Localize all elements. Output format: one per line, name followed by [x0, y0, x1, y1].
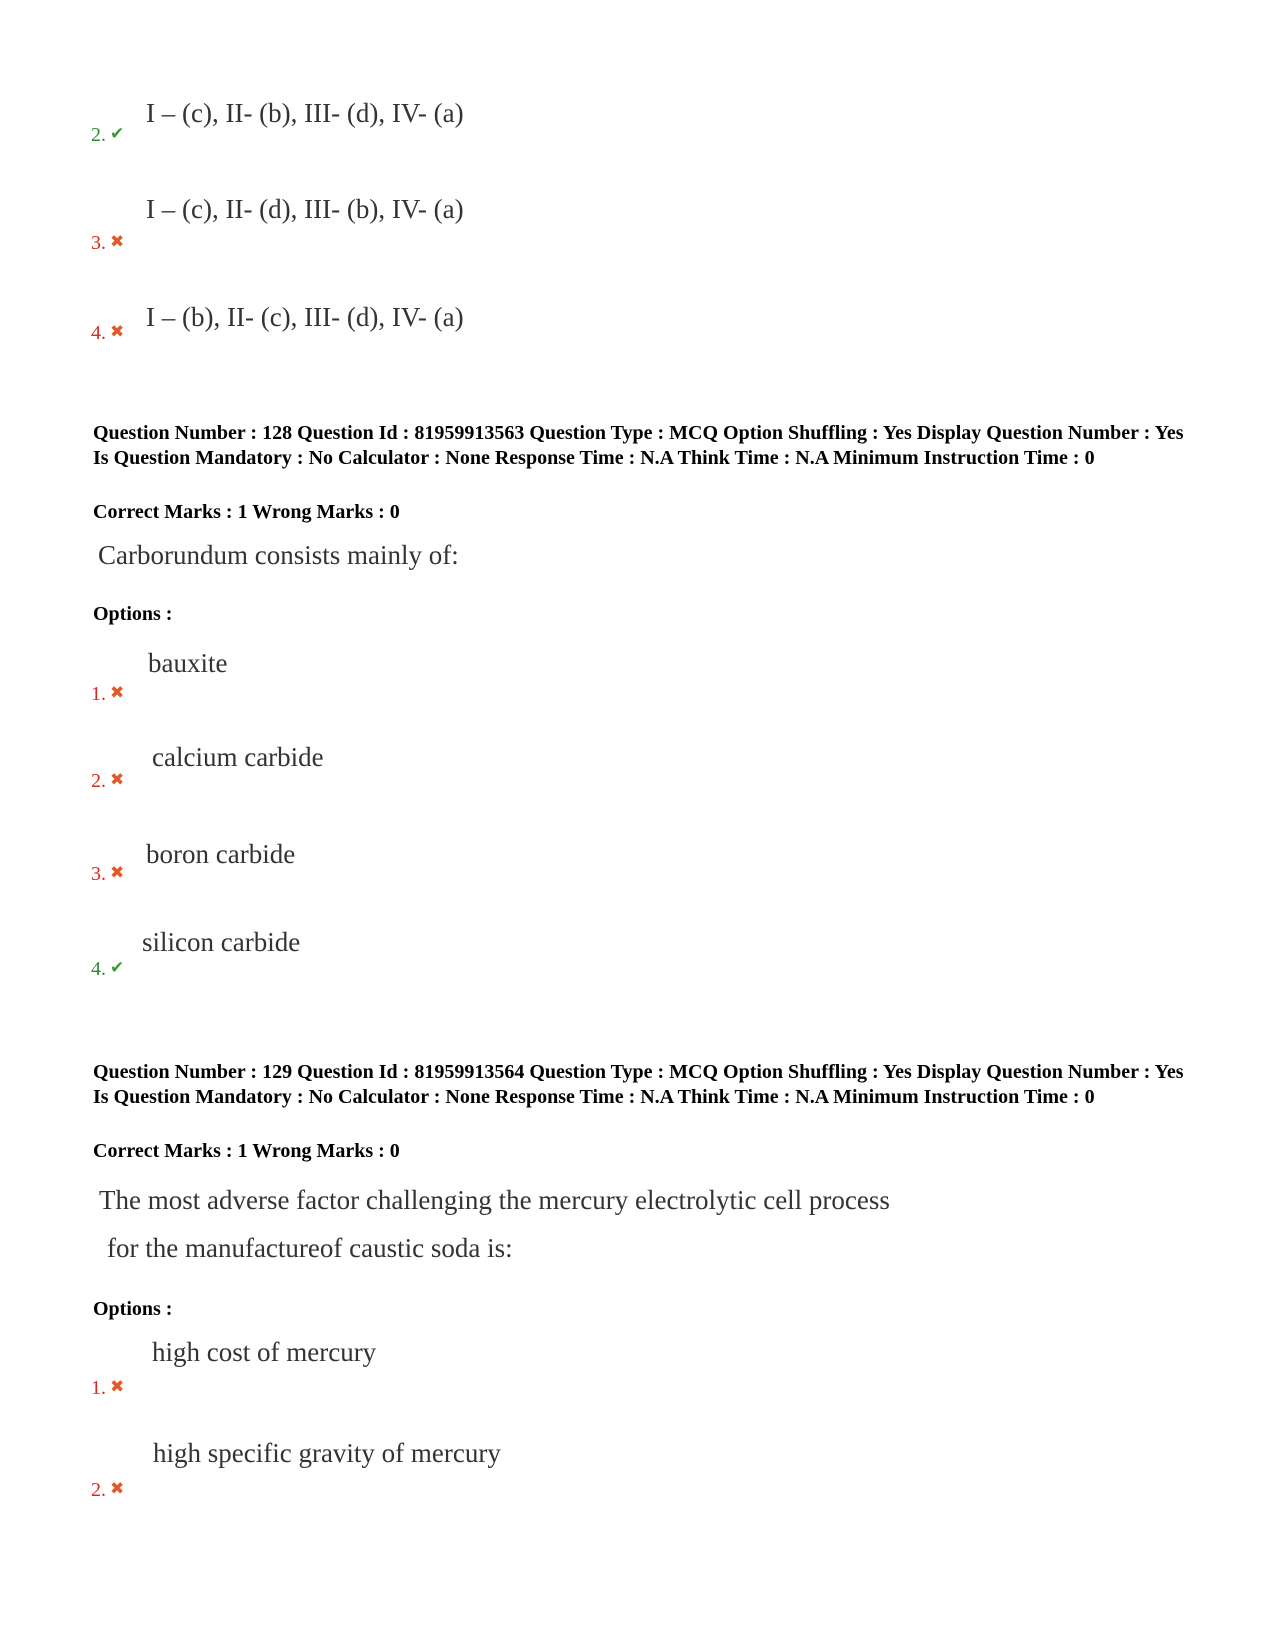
option-text: boron carbide: [146, 839, 296, 869]
cross-icon: ✖: [110, 1377, 125, 1397]
option-number: 3.: [91, 232, 106, 254]
option-number: 3.: [91, 863, 106, 885]
question-129-marks: Correct Marks : 1 Wrong Marks : 0: [93, 1140, 400, 1162]
option-number: 2.: [91, 124, 106, 146]
cross-icon: ✖: [110, 770, 125, 790]
question-128-meta: Question Number : 128 Question Id : 81959913563 Question Type : MCQ Option Shuffling : Yes Display Question Number : Yes Is Question Mandatory : No Calculator : None Response Time : N.A Think Time : N.A Minimum Instruction Time : 0: [93, 422, 1184, 469]
question-129-options-label: Options :: [93, 1298, 173, 1320]
check-icon: ✔: [110, 124, 125, 144]
option-number: 4.: [91, 322, 106, 344]
question-129-meta: Question Number : 129 Question Id : 81959913564 Question Type : MCQ Option Shuffling : Yes Display Question Number : Yes Is Question Mandatory : No Calculator : None Response Time : N.A Think Time : N.A Minimum Instruction Time : 0: [93, 1061, 1184, 1108]
cross-icon: ✖: [110, 863, 125, 883]
cross-icon: ✖: [110, 683, 125, 703]
option-text: high specific gravity of mercury: [153, 1438, 501, 1468]
option-number: 2.: [91, 770, 106, 792]
cross-icon: ✖: [110, 322, 125, 342]
check-icon: ✔: [110, 958, 125, 978]
option-text: calcium carbide: [152, 742, 324, 772]
option-text: I – (c), II- (d), III- (b), IV- (a): [146, 194, 464, 224]
question-129-text-line1: The most adverse factor challenging the mercury electrolytic cell process: [99, 1185, 890, 1215]
cross-icon: ✖: [110, 1479, 125, 1499]
option-number: 2.: [91, 1479, 106, 1501]
option-number: 1.: [91, 683, 106, 705]
option-number: 1.: [91, 1377, 106, 1399]
question-128-marks: Correct Marks : 1 Wrong Marks : 0: [93, 501, 400, 523]
option-text: bauxite: [148, 648, 228, 678]
option-text: high cost of mercury: [152, 1337, 377, 1367]
option-number: 4.: [91, 958, 106, 980]
cross-icon: ✖: [110, 232, 125, 252]
option-text: silicon carbide: [142, 927, 301, 957]
question-128-options-label: Options :: [93, 603, 173, 625]
option-text: I – (b), II- (c), III- (d), IV- (a): [146, 302, 464, 332]
question-129-text-line2: for the manufactureof caustic soda is:: [107, 1233, 513, 1263]
option-text: I – (c), II- (b), III- (d), IV- (a): [146, 98, 464, 128]
question-128-text: Carborundum consists mainly of:: [98, 540, 459, 570]
